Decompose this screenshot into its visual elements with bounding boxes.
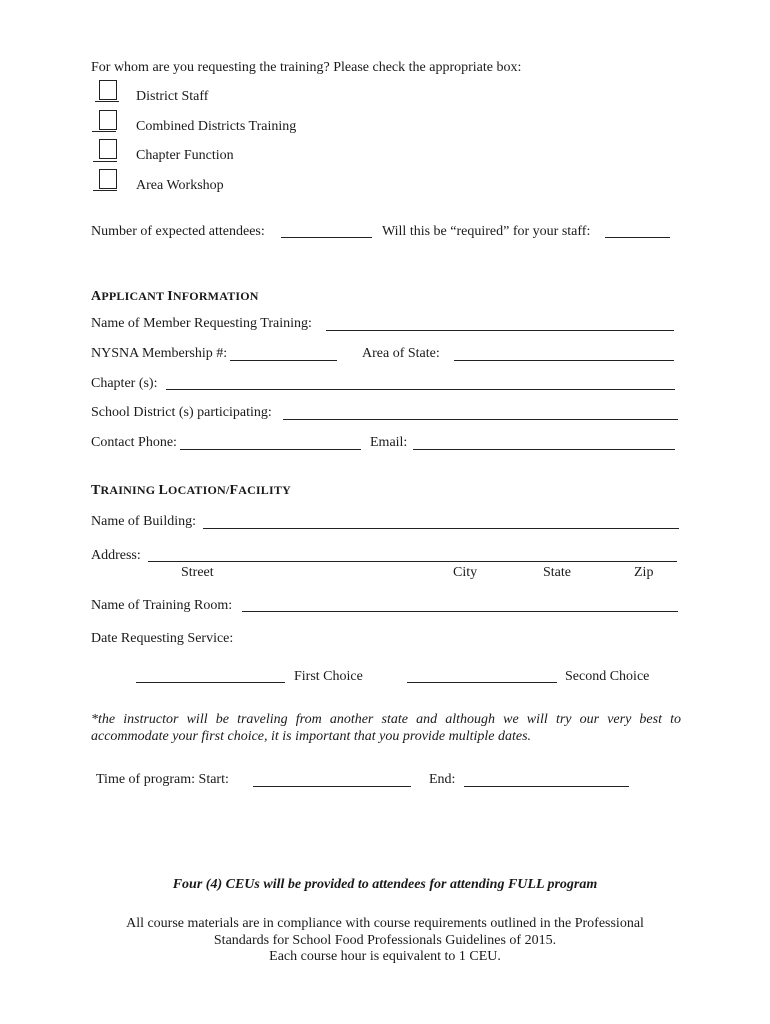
district-staff-label: District Staff [136,89,209,104]
email-label: Email: [370,435,408,450]
compliance-line-3: Each course hour is equivalent to 1 CEU. [269,949,501,964]
area-of-state-field[interactable] [454,360,674,361]
training-room-field[interactable] [242,611,678,612]
end-time-field[interactable] [464,786,629,787]
checkbox-underline [93,161,117,162]
city-sublabel: City [453,565,478,580]
chapter-function-label: Chapter Function [136,148,234,163]
compliance-line-2: Standards for School Food Professionals Guidelines of 2015. [213,933,557,948]
chapter-function-checkbox[interactable] [99,139,117,159]
state-sublabel: State [543,565,571,580]
membership-number-label: NYSNA Membership #: [91,346,228,361]
first-choice-label: First Choice [294,669,363,684]
chapter-label: Chapter (s): [91,376,158,391]
start-time-field[interactable] [253,786,411,787]
compliance-line-1: All course materials are in compliance with course requirements outlined in the Professional [126,916,644,931]
street-sublabel: Street [181,565,214,580]
required-for-staff-field[interactable] [605,237,670,238]
ceu-statement: Four (4) CEUs will be provided to attendees for attending FULL program [172,877,598,892]
combined-districts-checkbox[interactable] [99,110,117,130]
first-choice-field[interactable] [136,682,285,683]
area-of-state-label: Area of State: [362,346,440,361]
checkbox-underline [92,131,116,132]
email-field[interactable] [413,449,675,450]
zip-sublabel: Zip [634,565,654,580]
membership-number-field[interactable] [230,360,337,361]
checkbox-underline [93,190,117,191]
member-name-label: Name of Member Requesting Training: [91,316,312,331]
building-name-field[interactable] [203,528,679,529]
school-district-label: School District (s) participating: [91,405,272,420]
end-time-label: End: [429,772,456,787]
checkbox-underline [95,101,119,102]
district-staff-checkbox[interactable] [99,80,117,100]
expected-attendees-field[interactable] [281,237,372,238]
expected-attendees-label: Number of expected attendees: [91,224,265,239]
training-room-label: Name of Training Room: [91,598,233,613]
school-district-field[interactable] [283,419,678,420]
training-for-question: For whom are you requesting the training? Please check the appropriate box: [91,60,522,75]
second-choice-field[interactable] [407,682,557,683]
address-label: Address: [91,548,141,563]
time-of-program-label: Time of program: Start: [96,772,229,787]
second-choice-label: Second Choice [565,669,650,684]
building-name-label: Name of Building: [91,514,196,529]
contact-phone-label: Contact Phone: [91,435,177,450]
instructor-travel-note: *the instructor will be traveling from another state and although we will try our very best to accommodate your first choice, it is important that you provide multiple dates. [91,712,681,744]
chapter-field[interactable] [166,389,675,390]
area-workshop-checkbox[interactable] [99,169,117,189]
combined-districts-label: Combined Districts Training [136,119,297,134]
training-location-heading: TRAINING LOCATION/FACILITY [91,483,291,498]
required-for-staff-label: Will this be “required” for your staff: [382,224,591,239]
area-workshop-label: Area Workshop [136,178,224,193]
member-name-field[interactable] [326,330,674,331]
date-requesting-label: Date Requesting Service: [91,631,234,646]
address-field[interactable] [148,561,677,562]
applicant-information-heading: APPLICANT INFORMATION [91,289,259,304]
contact-phone-field[interactable] [180,449,361,450]
